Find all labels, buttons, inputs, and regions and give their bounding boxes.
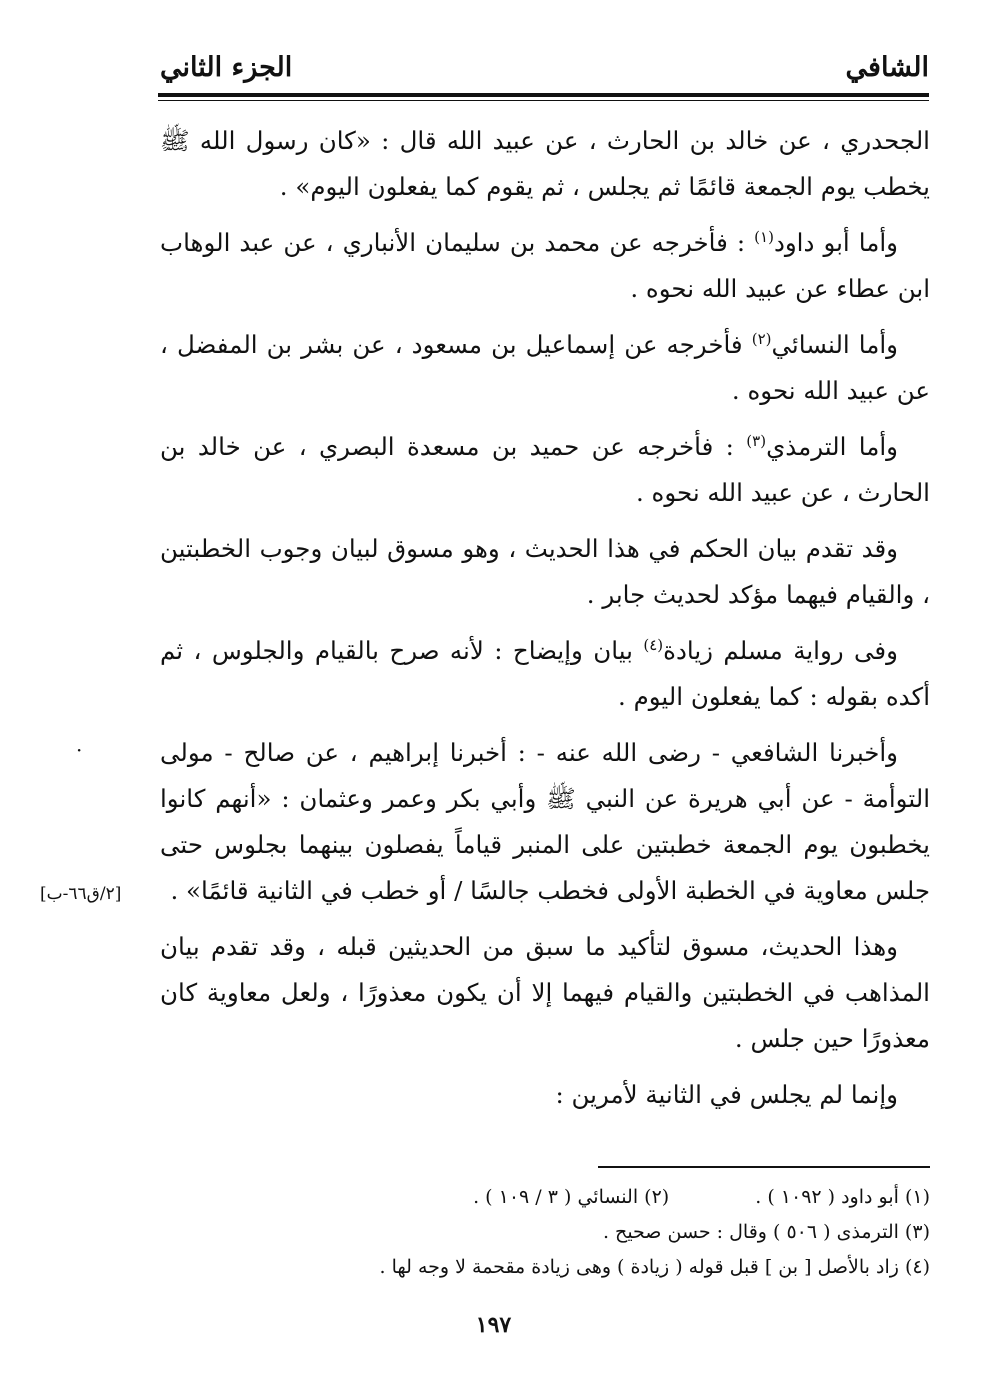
header-rule-thick: [158, 93, 929, 97]
footnote-ref: (١): [754, 227, 774, 246]
paragraph: وأما النسائي$^{(٢)}$ فأخرجه عن إسماعيل بن مسعود ، عن بشر بن المفضل ، عن عبيد الله نحوه .: [160, 329, 930, 405]
paragraph: وقد تقدم بيان الحكم في هذا الحديث ، وهو مسوق لبيان وجوب الخطبتين ، والقيام فيهما مؤكد لحديث جابر .: [160, 534, 930, 609]
paragraph: وأما الترمذي$^{(٣)}$ : فأخرجه عن حميد بن مسعدة البصري ، عن خالد بن الحارث ، عن عبيد الله نحوه .: [160, 431, 930, 507]
part-title: الجزء الثاني: [160, 52, 293, 83]
paragraph: وفى رواية مسلم زيادة$^{(٤)}$ بيان وإيضاح : لأنه صرح بالقيام والجلوس ، ثم أكده بقوله : كما يفعلون اليوم .: [160, 635, 930, 711]
footnote-4: (٤) زاد بالأصل [ بن ] قبل قوله ( زيادة ) وهى زيادة مقحمة لا وجه لها .: [379, 1256, 930, 1278]
footnote-1: (١) أبو داود ( ١٠٩٢ ) .: [755, 1186, 930, 1208]
footnote-row: [300, 1180, 930, 1215]
footnotes: [300, 1180, 930, 1285]
footnote-separator: [598, 1166, 930, 1168]
footnote-3: (٣) الترمذى ( ٥٠٦ ) وقال : حسن صحيح .: [602, 1221, 930, 1243]
main-text: [160, 118, 930, 1128]
book-title: الشافي: [845, 52, 929, 83]
page-number: ١٩٧: [475, 1312, 512, 1338]
margin-dot: ·: [76, 738, 83, 762]
footnote-2: (٢) النسائي ( ٣ / ١٠٩ ) .: [473, 1186, 670, 1208]
manuscript-folio-note: [٢/ق٦٦-ب]: [40, 884, 122, 904]
header-rule-thin: [158, 100, 929, 101]
paragraph: وأما أبو داود$^{(١)}$ : فأخرجه عن محمد بن سليمان الأنباري ، عن عبد الوهاب ابن عطاء عن عبيد الله نحوه .: [160, 227, 930, 303]
paragraph: وإنما لم يجلس في الثانية لأمرين :: [555, 1080, 898, 1109]
footnote-ref: (٤): [643, 635, 664, 654]
running-header: [160, 52, 929, 92]
paragraph: وأخبرنا الشافعي - رضى الله عنه - : أخبرنا إبراهيم ، عن صالح - مولى التوأمة - عن أبي هريرة عن النبي ﷺ وأبي بكر وعمر وعثمان : «أنهم كانوا يخطبون يوم الجمعة خطبتين على المنبر قياماً يفصلون بينهما بجلوس حتى جلس معاوية في الخطبة الأولى فخطب جالسًا / أو خطب في الثانية قائمًا» .: [160, 738, 930, 905]
paragraph: وهذا الحديث، مسوق لتأكيد ما سبق من الحديثين قبله ، وقد تقدم بيان المذاهب في الخطبتين والقيام فيهما إلا أن يكون معذورًا ، ولعل معاوية كان معذورًا حين جلس .: [160, 932, 930, 1053]
footnote-ref: (٢): [751, 329, 772, 348]
paragraph: الجحدري ، عن خالد بن الحارث ، عن عبيد الله قال : «كان رسول الله ﷺ يخطب يوم الجمعة قائمًا ثم يجلس ، ثم يقوم كما يفعلون اليوم» .: [160, 126, 930, 201]
footnote-ref: (٣): [746, 431, 767, 450]
